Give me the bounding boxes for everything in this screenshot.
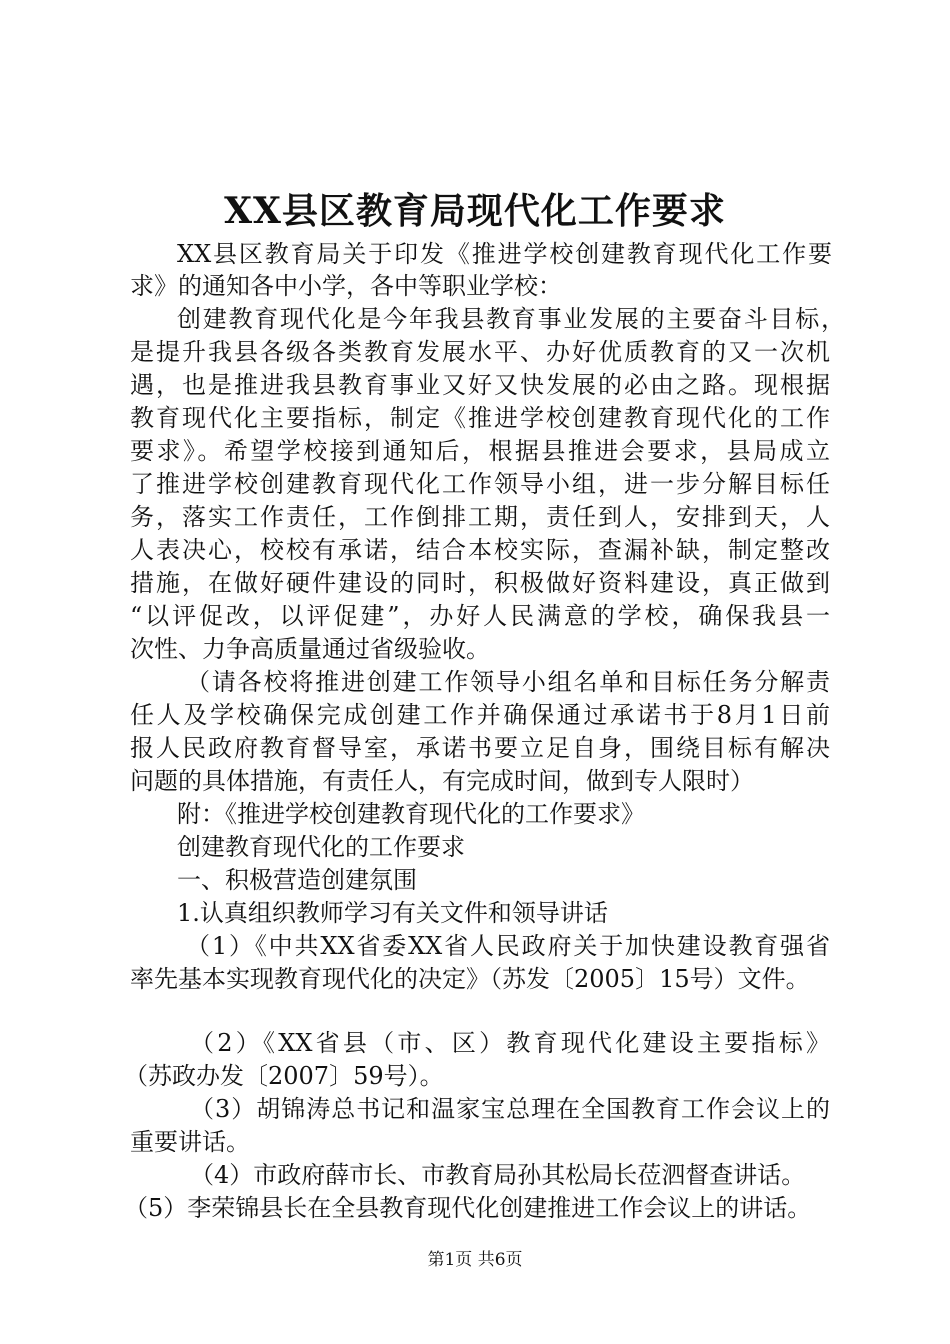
paragraph-line: 务，落实工作责任，工作倒排工期，责任到人，安排到天，人	[130, 503, 830, 531]
paragraph-line: 是提升我县各级各类教育发展水平、办好优质教育的又一次机	[130, 338, 830, 366]
list-item: （4）市政府薛市长、市教育局孙其松局长莅泗督查讲话。	[190, 1161, 806, 1189]
paragraph-line: 问题的具体措施，有责任人，有完成时间，做到专人限时）	[130, 767, 754, 795]
paragraph-line: 教育现代化主要指标，制定《推进学校创建教育现代化的工作	[130, 404, 830, 432]
list-item: （3）胡锦涛总书记和温家宝总理在全国教育工作会议上的	[190, 1095, 830, 1123]
paragraph-line: 报人民政府教育督导室，承诺书要立足自身，围绕目标有解决	[130, 734, 830, 762]
paragraph-line: （请各校将推进创建工作领导小组名单和目标任务分解责	[186, 668, 830, 696]
paragraph-line: 人表决心，校校有承诺，结合本校实际，查漏补缺，制定整改	[130, 536, 830, 564]
document-title: XX县区教育局现代化工作要求	[224, 190, 726, 232]
attachment-line: 附：《推进学校创建教育现代化的工作要求》	[177, 800, 645, 828]
paragraph-line: 要求》。希望学校接到通知后，根据县推进会要求，县局成立	[130, 437, 830, 465]
paragraph-line: 次性、力争高质量通过省级验收。	[130, 635, 490, 663]
paragraph-line: 创建教育现代化是今年我县教育事业发展的主要奋斗目标，	[177, 305, 845, 333]
list-item: 重要讲话。	[130, 1128, 250, 1156]
paragraph-line: “以评促改，以评促建”，办好人民满意的学校，确保我县一	[130, 602, 830, 630]
paragraph-line: 措施，在做好硬件建设的同时，积极做好资料建设，真正做到	[130, 569, 830, 597]
list-item: （2）《XX省县（市、区）教育现代化建设主要指标》	[190, 1029, 830, 1057]
paragraph-line: 了推进学校创建教育现代化工作领导小组，进一步分解目标任	[130, 470, 830, 498]
list-item: （5）李荣锦县长在全县教育现代化创建推进工作会议上的讲话。	[124, 1194, 812, 1222]
paragraph-line: 任人及学校确保完成创建工作并确保通过承诺书于8月1日前	[130, 701, 830, 729]
page-footer: 第1页 共6页	[427, 1250, 523, 1270]
subsection-heading: 1.认真组织教师学习有关文件和领导讲话	[177, 899, 608, 927]
section-heading: 创建教育现代化的工作要求	[177, 833, 465, 861]
list-item: 率先基本实现教育现代化的决定》（苏发〔2005〕15号）文件。	[130, 965, 810, 993]
paragraph-line: XX县区教育局关于印发《推进学校创建教育现代化工作要	[177, 240, 832, 268]
list-item: （1）《中共XX省委XX省人民政府关于加快建设教育强省	[186, 932, 830, 960]
list-item: （苏政办发〔2007〕59号）。	[124, 1062, 444, 1090]
paragraph-line: 遇，也是推进我县教育事业又好又快发展的必由之路。现根据	[130, 371, 830, 399]
paragraph-line: 求》的通知各中小学，各中等职业学校：	[130, 272, 562, 300]
section-heading: 一、积极营造创建氛围	[177, 866, 417, 894]
